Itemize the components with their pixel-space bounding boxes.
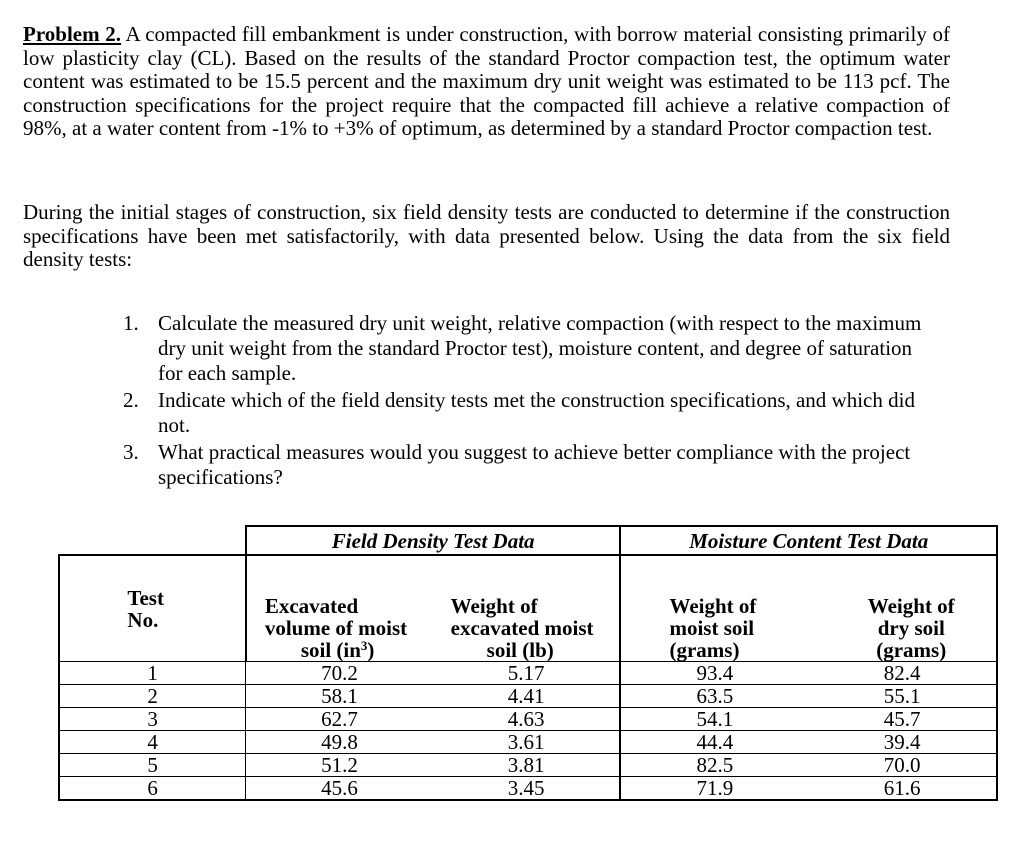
table-row	[59, 708, 997, 731]
problem-intro-paragraph	[23, 23, 950, 141]
cell-moist-weight: 63.5	[620, 685, 808, 708]
question-text: What practical measures would you suggest to achieve better compliance with the project specifications?	[158, 440, 911, 489]
cell-dry-weight: 70.0	[808, 754, 997, 777]
cell-dry-weight: 82.4	[808, 662, 997, 685]
cell-moist-weight: 82.5	[620, 754, 808, 777]
col-header-volume: Excavated volume of moist soil $(in^3)$	[246, 555, 433, 662]
cell-moist-weight: 93.4	[620, 662, 808, 685]
cell-dry-weight: 61.6	[808, 777, 997, 801]
col-header-dry-weight: Weight of dry soil (grams)	[808, 555, 997, 662]
cell-moist-weight: 44.4	[620, 731, 808, 754]
cell-volume: 51.2	[246, 754, 433, 777]
cell-moist-weight: 54.1	[620, 708, 808, 731]
test-data-table	[58, 525, 998, 801]
table-row	[59, 685, 997, 708]
table-row	[59, 731, 997, 754]
cell-weight: 3.81	[433, 754, 621, 777]
cell-moist-weight: 71.9	[620, 777, 808, 801]
cell-dry-weight: 45.7	[808, 708, 997, 731]
problem-intro-text: A compacted fill embankment is under construction, with borrow material consisting primarily of low plasticity clay (CL). Based on the results of the standard Proctor compaction test, the optimum water content was estimated to be 15.5 percent and the maximum dry unit weight was estimated to be 113 pcf. The construction specifications for the project require that the compacted fill achieve a relative compaction of 98%, at a water content from -1% to +3% of optimum, as determined by a standard Proctor compaction test.	[23, 22, 950, 140]
table-row	[59, 777, 997, 801]
col-header-weight: Weight of excavated moist soil (lb)	[433, 555, 621, 662]
question-number: 3.	[123, 440, 139, 464]
cell-weight: 3.61	[433, 731, 621, 754]
question-text: Calculate the measured dry unit weight, relative compaction (with respect to the maximum dry unit weight from the standard Proctor test), moisture content, and degree of saturation for each sample.	[158, 311, 922, 385]
cell-test-no: 4	[59, 731, 246, 754]
field-tests-paragraph: During the initial stages of construction, six field density tests are conducted to determine if the construction specifications have been met satisfactorily, with data presented below. Using the data from the six field density tests:	[23, 200, 950, 271]
cell-weight: 5.17	[433, 662, 621, 685]
cell-volume: 58.1	[246, 685, 433, 708]
cell-weight: 3.45	[433, 777, 621, 801]
table-row	[59, 754, 997, 777]
cell-weight: 4.41	[433, 685, 621, 708]
cell-dry-weight: 39.4	[808, 731, 997, 754]
cell-dry-weight: 55.1	[808, 685, 997, 708]
cell-test-no: 1	[59, 662, 246, 685]
cell-test-no: 5	[59, 754, 246, 777]
field-density-group-header: Field Density Test Data	[246, 526, 621, 555]
question-number: 1.	[123, 311, 139, 335]
question-list	[118, 311, 928, 492]
table-header-row	[59, 555, 997, 662]
question-item	[118, 440, 928, 490]
moisture-content-group-header: Moisture Content Test Data	[620, 526, 997, 555]
cell-weight: 4.63	[433, 708, 621, 731]
question-item	[118, 388, 928, 438]
cell-volume: 49.8	[246, 731, 433, 754]
problem-label: Problem 2.	[23, 22, 122, 46]
col-header-test-no: Test No.	[59, 555, 246, 662]
cell-test-no: 6	[59, 777, 246, 801]
cell-volume: 45.6	[246, 777, 433, 801]
table-group-header-row	[59, 526, 997, 555]
question-item	[118, 311, 928, 386]
cell-test-no: 3	[59, 708, 246, 731]
question-number: 2.	[123, 388, 139, 412]
col-header-moist-weight: Weight of moist soil (grams)	[620, 555, 808, 662]
cell-volume: 70.2	[246, 662, 433, 685]
table-row	[59, 662, 997, 685]
cell-test-no: 2	[59, 685, 246, 708]
question-text: Indicate which of the field density tests met the construction specifications, and which did not.	[158, 388, 915, 437]
cell-volume: 62.7	[246, 708, 433, 731]
